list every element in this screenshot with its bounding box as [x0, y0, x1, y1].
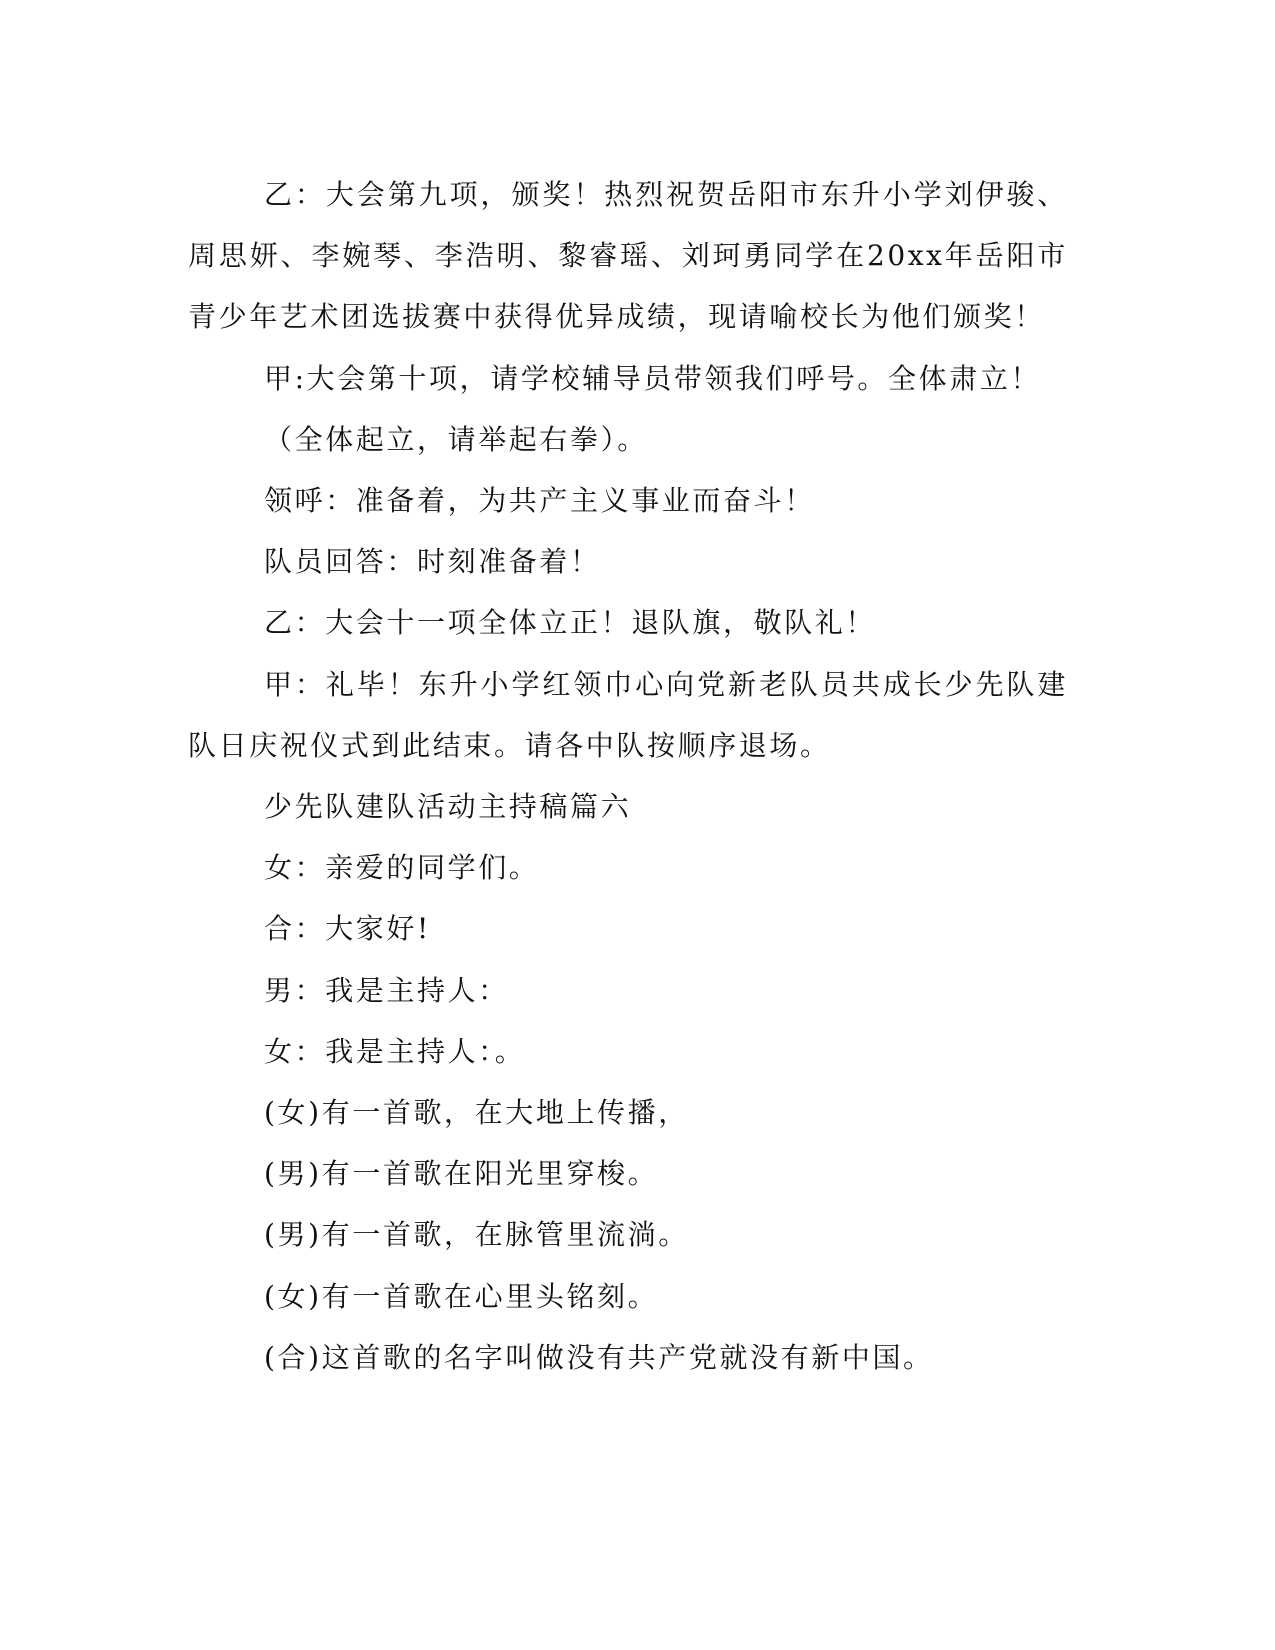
paragraph-host-male: 男：我是主持人： — [264, 973, 509, 1007]
paragraph-closing: 甲：礼毕！东升小学红领巾心向党新老队员共成长少先队建队日庆祝仪式到此结束。请各中队按顺序退场。 — [188, 667, 1068, 762]
paragraph-song-line-2: (男)有一首歌在阳光里穿梭。 — [264, 1157, 659, 1191]
paragraph-lead-call: 领呼：准备着，为共产主义事业而奋斗！ — [264, 484, 815, 518]
section-heading: 少先队建队活动主持稿篇六 — [264, 790, 632, 824]
paragraph-greeting-female: 女：亲爱的同学们。 — [264, 851, 540, 885]
paragraph-song-line-4: (女)有一首歌在心里头铭刻。 — [264, 1279, 659, 1313]
paragraph-song-line-3: (男)有一首歌，在脉管里流淌。 — [264, 1218, 689, 1252]
paragraph-pledge-intro: 甲:大会第十项，请学校辅导员带领我们呼号。全体肃立！ — [264, 361, 1042, 395]
paragraph-flag-retire: 乙：大会十一项全体立正！退队旗，敬队礼！ — [264, 606, 877, 640]
document-body — [188, 164, 1068, 1388]
paragraph-award: 乙：大会第九项，颁奖！热烈祝贺岳阳市东升小学刘伊骏、周思妍、李婉琴、李浩明、黎睿瑶、刘珂勇同学在20xx年岳阳市青少年艺术团选拔赛中获得优异成绩，现请喻校长为他们颁奖！ — [188, 178, 1068, 334]
paragraph-greeting-together: 合：大家好! — [264, 912, 431, 946]
paragraph-song-line-1: (女)有一首歌，在大地上传播， — [264, 1096, 689, 1130]
paragraph-host-female: 女：我是主持人：。 — [264, 1034, 526, 1068]
paragraph-stand-note: （全体起立，请举起右拳）。 — [264, 422, 648, 456]
paragraph-response: 队员回答：时刻准备着！ — [264, 545, 601, 579]
paragraph-song-title: (合)这首歌的名字叫做没有共产党就没有新中国。 — [264, 1340, 934, 1374]
